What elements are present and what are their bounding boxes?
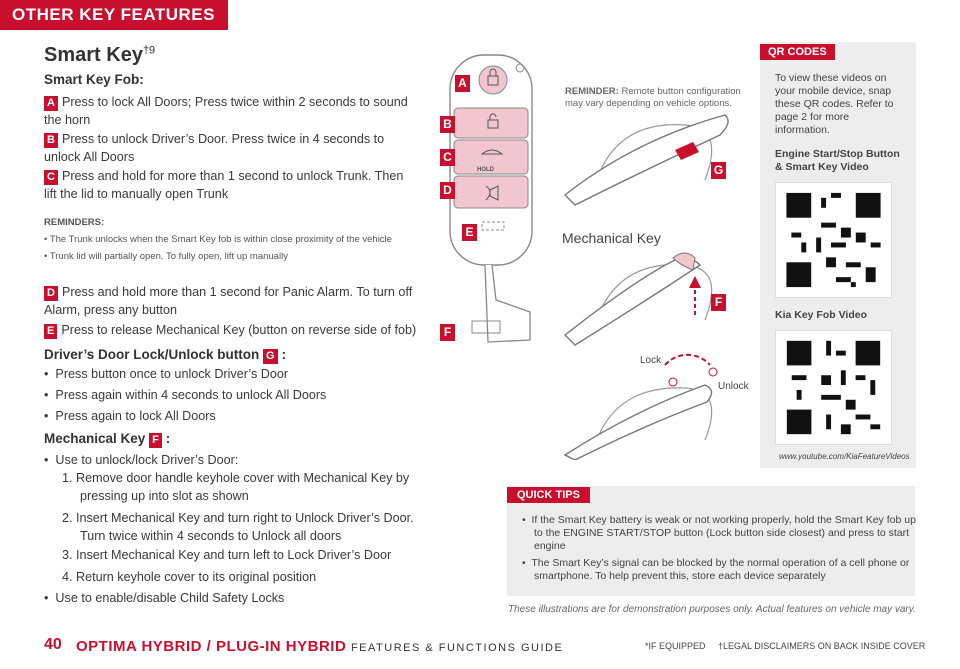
figure-reminder: REMINDER: Remote button configuration may vary depending on vehicle options. — [565, 86, 741, 109]
reminder-1: • The Trunk unlocks when the Smart Key fob is within close proximity of the vehicle — [44, 234, 392, 245]
mech-key-heading: Mechanical Key F : — [44, 431, 171, 446]
qr-code-1[interactable] — [775, 182, 892, 298]
reminder-2: • Trunk lid will partially open. To fully open, lift up manually — [44, 251, 288, 262]
callout-d: D — [440, 182, 455, 199]
tip-item: • The Smart Key’s signal can be blocked by the normal operation of a cell phone or smartphone. To help prevent this, store each device separately — [522, 557, 910, 582]
mech-key-step: 4. Return keyhole cover to its original position — [62, 570, 317, 584]
tip-item: • If the Smart Key battery is weak or not working properly, hold the Smart Key fob up to the ENGINE START/STOP button (Lock button side closest) and press to start engine — [522, 514, 916, 552]
disclaimer: These illustrations are for demonstration purposes only. Actual features on vehicle may vary. — [508, 604, 916, 615]
callout-g: G — [711, 162, 726, 179]
youtube-url[interactable]: www.youtube.com/KiaFeatureVideos — [779, 452, 910, 461]
driver-door-bullet: • Press button once to unlock Driver’s Door — [44, 367, 289, 381]
mech-key-step: 1. Remove door handle keyhole cover with Mechanical Key by pressing up into slot as shown — [62, 471, 410, 503]
hold-text: HOLD — [477, 167, 494, 173]
fob-item-c: C Press and hold for more than 1 second to unlock Trunk. Then lift the lid to manually open Trunk — [44, 169, 404, 201]
mech-key-step: 3. Insert Mechanical Key and turn left to Lock Driver’s Door — [62, 548, 392, 562]
fob-item-d: D Press and hold more than 1 second for Panic Alarm. To turn off Alarm, press any button — [44, 285, 413, 317]
callout-c: C — [440, 149, 455, 166]
fob-item-a: A Press to lock All Doors; Press twice within 2 seconds to sound the horn — [44, 95, 408, 127]
page-title: Smart Key$^{\dagger 9}$ — [44, 44, 156, 66]
qr-codes-label: QR CODES — [760, 44, 835, 60]
callout-f-door: F — [711, 294, 726, 311]
reminders-heading: REMINDERS: — [44, 217, 105, 228]
callout-a: A — [455, 75, 470, 92]
footer-title: OPTIMA HYBRID / PLUG-IN HYBRID FEATURES & FUNCTIONS GUIDE — [76, 638, 564, 655]
driver-door-bullet: • Press again within 4 seconds to unlock All Doors — [44, 388, 327, 402]
fob-item-b: B Press to unlock Driver’s Door. Press twice in 4 seconds to unlock All Doors — [44, 132, 385, 164]
qr-code-2[interactable] — [775, 330, 892, 445]
fob-item-e: E Press to release Mechanical Key (button on reverse side of fob) — [44, 321, 424, 339]
quick-tips-label: QUICK TIPS — [507, 487, 590, 503]
driver-door-bullet: • Press again to lock All Doors — [44, 409, 216, 423]
unlock-label: Unlock — [718, 381, 749, 392]
mech-key-intro: • Use to unlock/lock Driver’s Door: — [44, 453, 239, 467]
driver-door-heading: Driver’s Door Lock/Unlock button G : — [44, 347, 287, 362]
fob-heading: Smart Key Fob: — [44, 72, 144, 87]
callout-f: F — [440, 324, 455, 341]
callout-b: B — [440, 116, 455, 133]
page-number: 40 — [44, 636, 62, 653]
mech-key-caption: Mechanical Key — [562, 230, 661, 246]
mech-key-step: 2. Insert Mechanical Key and turn right to Unlock Driver’s Door. Turn twice within 4 seconds to Unlock all doors — [62, 511, 414, 543]
section-tab: OTHER KEY FEATURES — [0, 0, 228, 30]
mech-key-last: • Use to enable/disable Child Safety Locks — [44, 591, 285, 605]
lock-label: Lock — [640, 355, 662, 366]
key-fob-illustration — [430, 50, 550, 350]
video1-title: Engine Start/Stop Button & Smart Key Video — [775, 148, 900, 173]
qr-intro: To view these videos on your mobile device, snap these QR codes. Refer to page 2 for more information. — [775, 72, 894, 136]
footer-note: *IF EQUIPPED †LEGAL DISCLAIMERS ON BACK INSIDE COVER — [645, 641, 926, 651]
video2-title: Kia Key Fob Video — [775, 309, 867, 321]
callout-e: E — [462, 224, 477, 241]
